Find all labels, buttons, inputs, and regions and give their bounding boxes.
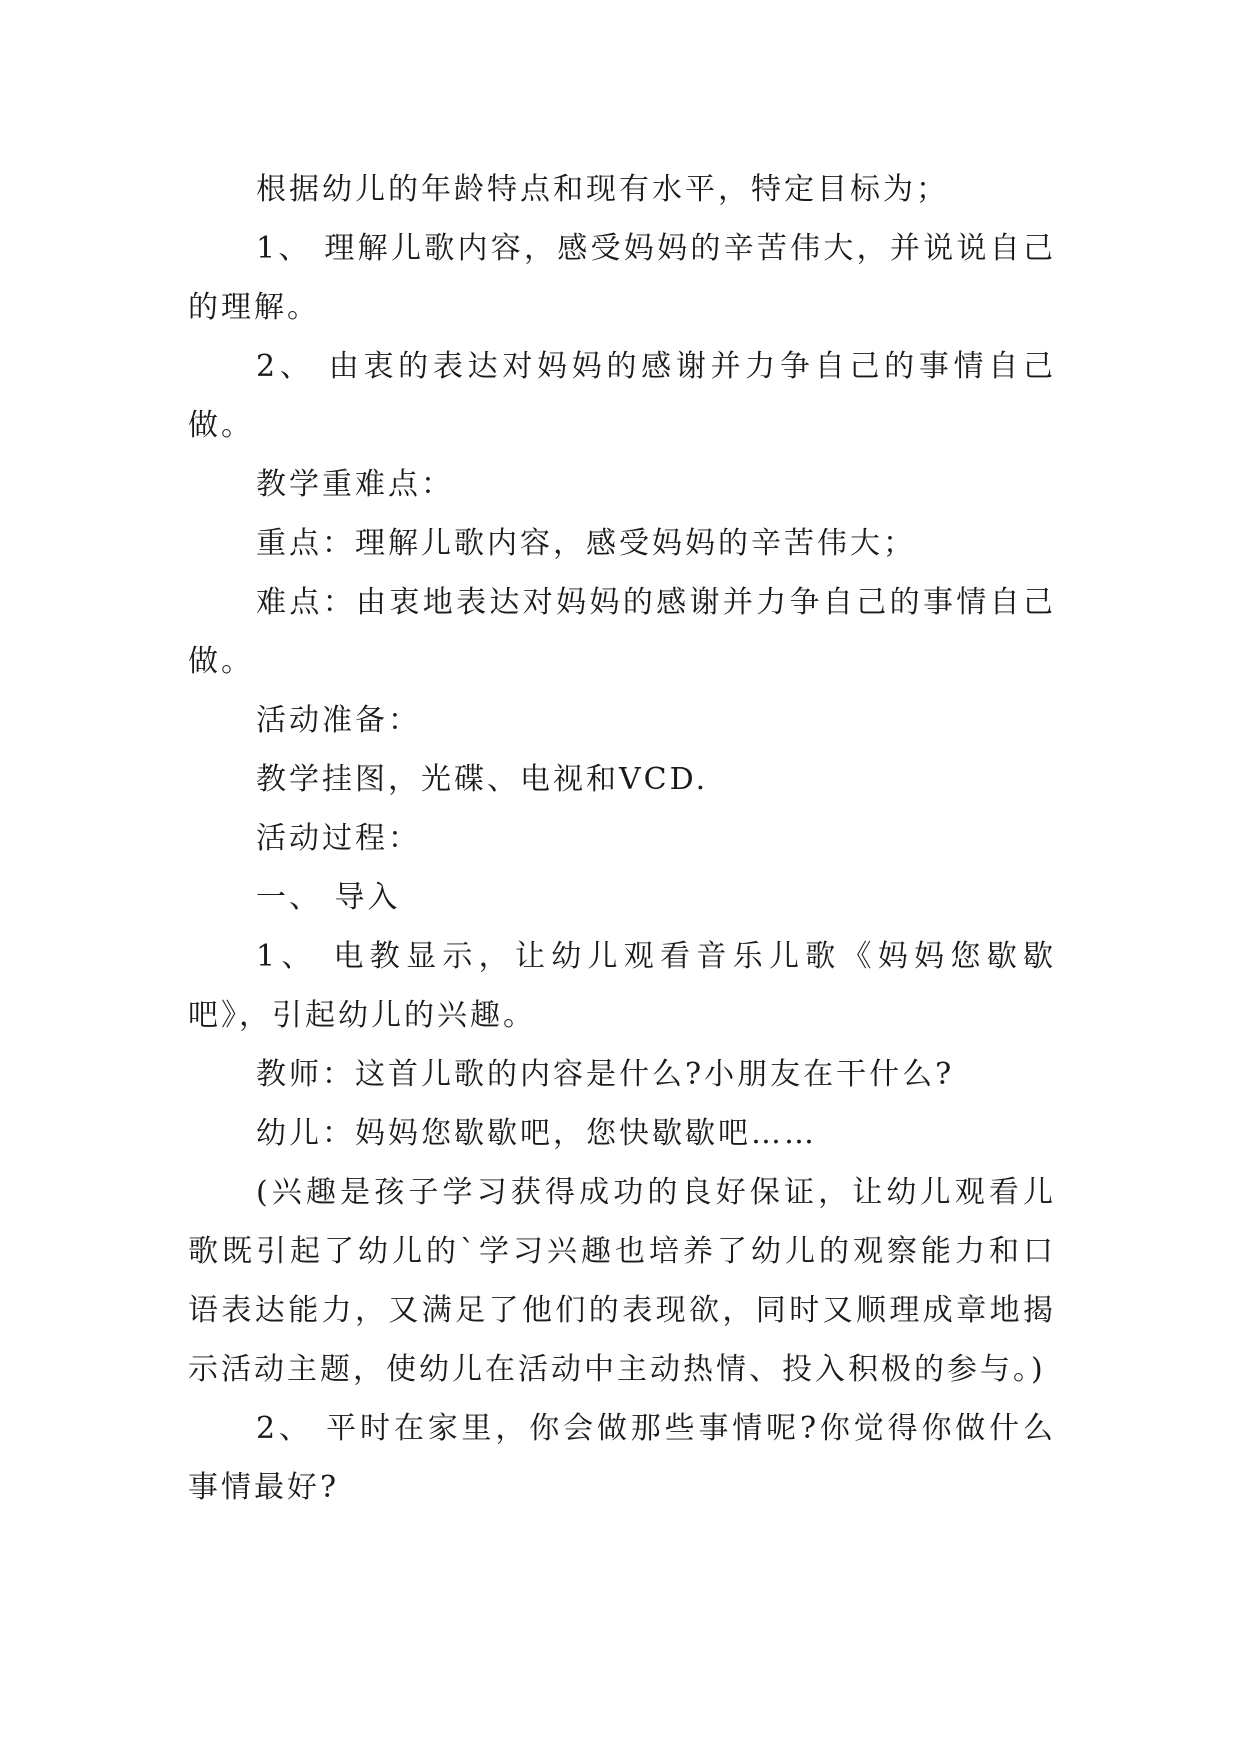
heading-key-difficulties: 教学重难点：	[256, 467, 454, 502]
paragraph-goals-intro: 根据幼儿的年龄特点和现有水平，特定目标为；	[256, 172, 949, 207]
paragraph-commentary: (兴趣是孩子学习获得成功的良好保证，让幼儿观看儿歌既引起了幼儿的`学习兴趣也培养了幼儿的观察能力和口语表达能力，又满足了他们的表现欲，同时又顺理成章地揭示活动主题，使幼儿在活动中主动热情、投入积极的参与。)	[188, 1175, 1056, 1387]
paragraph-difficulty: 难点：由衷地表达对妈妈的感谢并力争自己的事情自己做。	[188, 585, 1056, 679]
paragraph-key-point: 重点：理解儿歌内容，感受妈妈的辛苦伟大；	[256, 526, 916, 561]
document-body	[188, 160, 1056, 1517]
paragraph-materials: 教学挂图，光碟、电视和VCD.	[256, 762, 709, 797]
paragraph-child-answer: 幼儿：妈妈您歇歇吧，您快歇歇吧……	[256, 1116, 817, 1151]
paragraph-step-1: 1、 电教显示，让幼儿观看音乐儿歌《妈妈您歇歇吧》，引起幼儿的兴趣。	[188, 939, 1056, 1033]
paragraph-teacher-question: 教师：这首儿歌的内容是什么?小朋友在干什么?	[256, 1057, 955, 1092]
heading-process: 活动过程：	[256, 821, 421, 856]
paragraph-goal-2: 2、 由衷的表达对妈妈的感谢并力争自己的事情自己做。	[188, 349, 1056, 443]
heading-preparation: 活动准备：	[256, 703, 421, 738]
heading-step-intro: 一、 导入	[256, 880, 401, 915]
paragraph-step-2: 2、 平时在家里，你会做那些事情呢?你觉得你做什么事情最好?	[188, 1411, 1056, 1505]
paragraph-goal-1: 1、 理解儿歌内容，感受妈妈的辛苦伟大，并说说自己的理解。	[188, 231, 1056, 325]
